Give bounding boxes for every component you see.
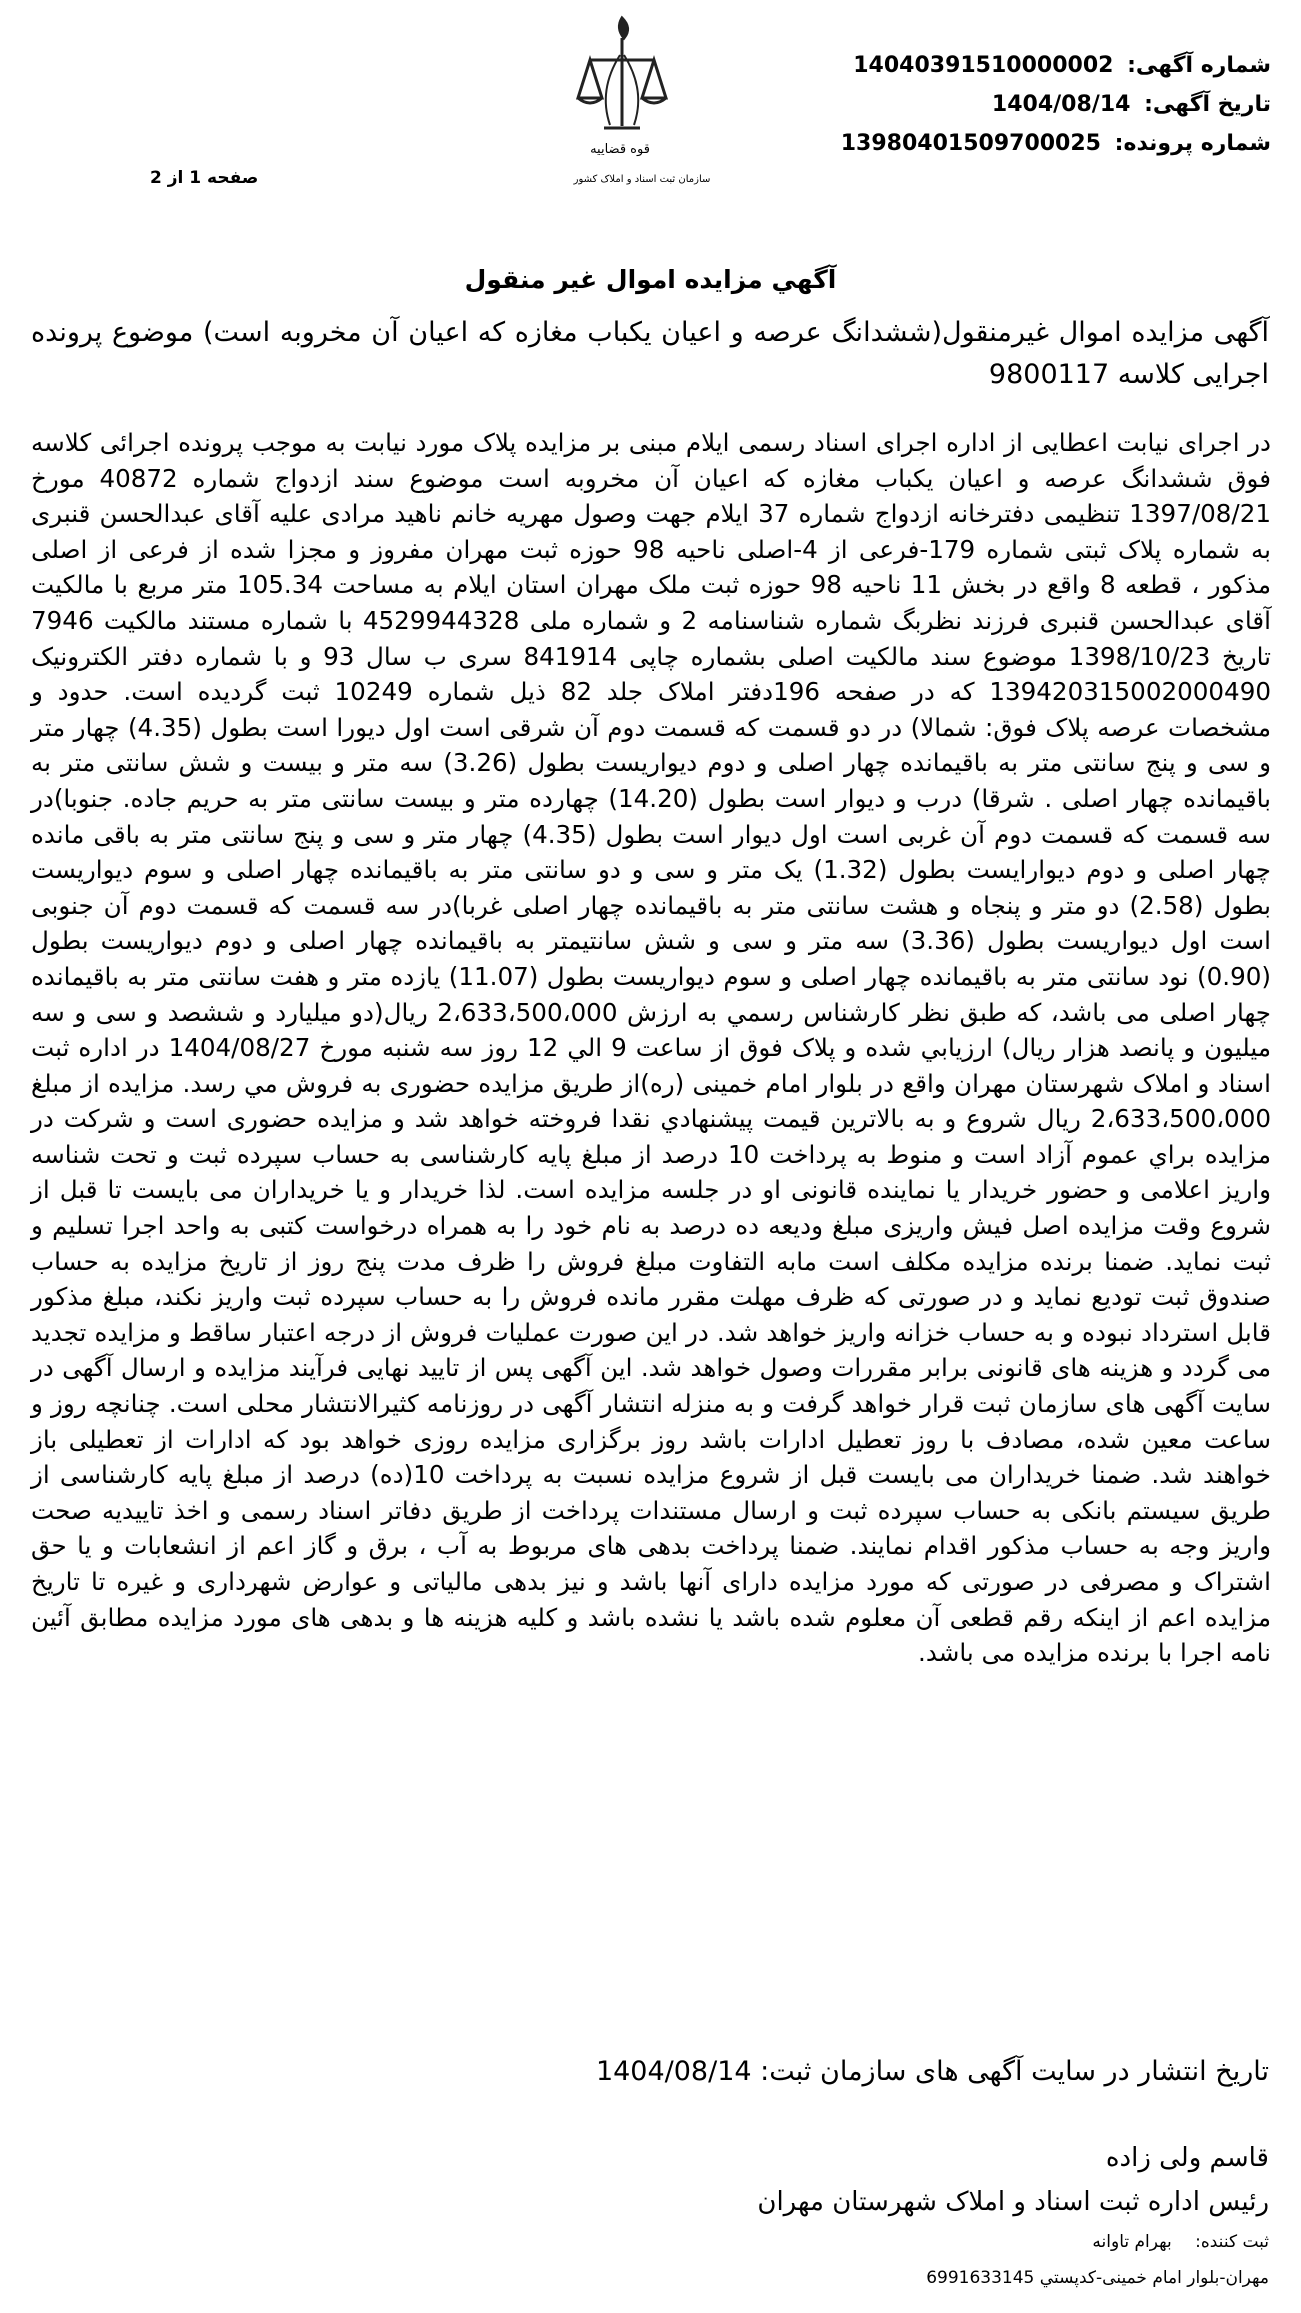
publication-line <box>31 2052 1269 2092</box>
address: مهران-بلوار امام خمینی-کدپستي <box>1039 2268 1269 2288</box>
publication-label: تاریخ انتشار در سایت آگهی های سازمان ثبت: <box>760 2056 1269 2087</box>
notice-date-label: تاریخ آگهی: <box>1144 92 1271 117</box>
footer <box>31 2224 1269 2296</box>
page-title: آگهي مزايده اموال غير منقول <box>464 265 837 294</box>
registrar-name: بهرام تاوانه <box>1092 2232 1172 2252</box>
notice-number-label: شماره آگهی: <box>1127 53 1271 78</box>
file-number: 13980401509700025 <box>840 131 1101 156</box>
notice-date: 1404/08/14 <box>991 92 1131 117</box>
notice-metadata <box>671 46 1271 163</box>
signature-block <box>31 2136 1269 2224</box>
judiciary-emblem <box>560 10 750 210</box>
registrar-row <box>31 2224 1269 2260</box>
notice-date-row <box>671 85 1271 124</box>
notice-number: 14040391510000002 <box>853 53 1114 78</box>
postal-code: 6991633145 <box>926 2268 1035 2288</box>
emblem-caption-2: سازمان ثبت اسناد و املاک کشور <box>573 174 711 185</box>
notice-body: در اجرای نیابت اعطایی از اداره اجرای اسناد رسمی ایلام مبنی بر مزایده پلاک مورد نیابت به موجب پرونده اجرائی کلاسه فوق ششدانگ عرصه و اعیان یکباب مغازه که اعیان آن مخروبه است موضوع سند ازدواج شماره 40872 مورخ 1397/08/21 تنظیمی دفترخانه ازدواج شماره 37 ایلام جهت وصول مهریه خانم ناهید مرادی علیه آقای عبدالحسن قنبری به شماره پلاک ثبتی شماره 179-فرعی از 4-اصلی ناحیه 98 حوزه ثبت مهران مفروز و مجزا شده از فرعی از اصلی مذکور ، قطعه 8 واقع در بخش 11 ناحیه 98 حوزه ثبت ملک مهران استان ایلام به مساحت 105.34 متر مربع با مالکیت آقای عبدالحسن قنبری فرزند نظربگ شماره شناسنامه 2 و شماره ملی 4529944328 با شماره مستند مالکیت 7946 تاریخ 1398/10/23 موضوع سند مالکیت اصلی بشماره چاپی 841914 سری ب سال 93 و با شماره دفتر الکترونیک 139420315002000490 که در صفحه 196دفتر املاک جلد 82 ذیل شماره 10249 ثبت گردیده است. حدود و مشخصات عرصه پلاک فوق: شمالا) در دو قسمت که قسمت دوم آن شرقی است اول دیورا است بطول (4.35) چهار متر و سی و پنج سانتی متر به باقیمانده چهار اصلی و دوم دیواریست بطول (3.26) سه متر و بیست و شش سانتی متر به باقیمانده چهار اصلی . شرقا) درب و دیوار است بطول (14.20) چهارده متر و بیست سانتی متر به حریم جاده. جنوبا)در سه قسمت که قسمت دوم آن غربی است اول دیوار است بطول (4.35) چهار متر و سی و پنج سانتی متر به باقی مانده چهار اصلی و دوم دیوارایست بطول (1.32) یک متر و سی و دو سانتی متر به باقیمانده چهار اصلی و سوم دیواریست بطول (2.58) دو متر و پنجاه و هشت سانتی متر به باقیمانده چهار اصلی غربا)در سه قسمت که قسمت دوم آن جنوبی است اول دیواریست بطول (3.36) سه متر و سی و شش سانتیمتر به باقیمانده چهار اصلی و دوم دیواریست بطول (0.90) نود سانتی متر به باقیمانده چهار اصلی و سوم دیواریست بطول (11.07) یازده متر و هفت سانتی متر به باقیمانده چهار اصلی می باشد، که طبق نظر کارشناس رسمي به ارزش 2،633،500،000 ريال(دو میلیارد و ششصد و سی و سه میلیون و پانصد هزار ریال) ارزيابي شده و پلاک فوق از ساعت 9 الي 12 روز سه شنبه مورخ 1404/08/27 در اداره ثبت اسناد و املاک شهرستان مهران واقع در بلوار امام خمینی (ره)از طریق مزایده حضوری به فروش مي رسد. مزايده از مبلغ 2،633،500،000 ریال شروع و به بالاترين قيمت پيشنهادي نقدا فروخته خواهد شد و مزايده حضوری است و شرکت در مزايده براي عموم آزاد است و منوط به پرداخت 10 درصد از مبلغ پايه كارشناسی به حساب سپرده ثبت و تحت شناسه واريز اعلامی و حضور خریدار یا نماینده قانونی او در جلسه مزایده است. لذا خریدار و یا خریداران می بایست تا قبل از شروع وقت مزایده اصل فیش واریزی مبلغ ودیعه ده درصد به نام خود را به همراه درخواست کتبی به واحد اجرا تسلیم و ثبت نماید. ضمنا برنده مزایده مکلف است مابه التفاوت مبلغ فروش را ظرف مدت پنج روز از تاریخ مزایده به حساب صندوق ثبت تودیع نماید و در صورتی که ظرف مهلت مقرر مانده فروش را به حساب سپرده ثبت واریز نکند، مبلغ مذکور قابل استرداد نبوده و به حساب خزانه واریز خواهد شد. در این صورت عملیات فروش از درجه اعتبار ساقط و مزایده تجدید می گردد و هزینه های قانونی برابر مقررات وصول خواهد شد. این آگهی پس از تایید نهایی فرآیند مزایده و ارسال آگهی در سایت آگهی های سازمان ثبت قرار خواهد گرفت و به منزله انتشار آگهی در روزنامه کثیرالانتشار محلی است. چنانچه روز و ساعت معین شده، مصادف با روز تعطیل ادارات باشد روز برگزاری مزایده روزی خواهد بود که ادارات از تعطیلی باز خواهند شد. ضمنا خریداران می بایست قبل از شروع مزایده نسبت به پرداخت 10(ده) درصد از مبلغ پایه کارشناسی از طریق سیستم بانکی به حساب سپرده ثبت و ارسال مستندات پرداخت از طریق دفاتر اسناد رسمی و اخذ تاییدیه صحت واریز وجه به حساب مذکور اقدام نمایند. ضمنا پرداخت بدهی های مربوط به آب ، برق و گاز اعم از انشعابات و یا حق اشتراک و مصرفی در صورتی که مورد مزایده دارای آنها باشد و نیز بدهی مالیاتی و عوارض شهرداری و غیره تا تاریخ مزایده اعم از اینکه رقم قطعی آن معلوم شده باشد یا نشده باشد و کلیه هزینه ها و بدهی های مورد مزایده مطابق آئین نامه اجرا با برنده مزایده می باشد. <box>31 428 1272 1668</box>
emblem-caption-1: قوه قضاییه <box>590 142 650 157</box>
notice-subject: آگهی مزایده اموال غیرمنقول(ششدانگ عرصه و اعیان یکباب مغازه که اعیان آن مخروبه است) موضوع پرونده اجرایی کلاسه 9800117 <box>31 317 1269 390</box>
file-number-label: شماره پرونده: <box>1114 131 1271 156</box>
address-row <box>31 2260 1269 2296</box>
signer-name: قاسم ولی زاده <box>1105 2143 1269 2173</box>
page-number: صفحه 1 از 2 <box>150 168 259 188</box>
file-number-row <box>671 124 1271 163</box>
notice-number-row <box>671 46 1271 85</box>
publication-date: 1404/08/14 <box>595 2056 752 2087</box>
registrar-label: ثبت کننده: <box>1195 2232 1269 2252</box>
signer-title: رئیس اداره ثبت اسناد و املاک شهرستان مهران <box>757 2187 1269 2217</box>
